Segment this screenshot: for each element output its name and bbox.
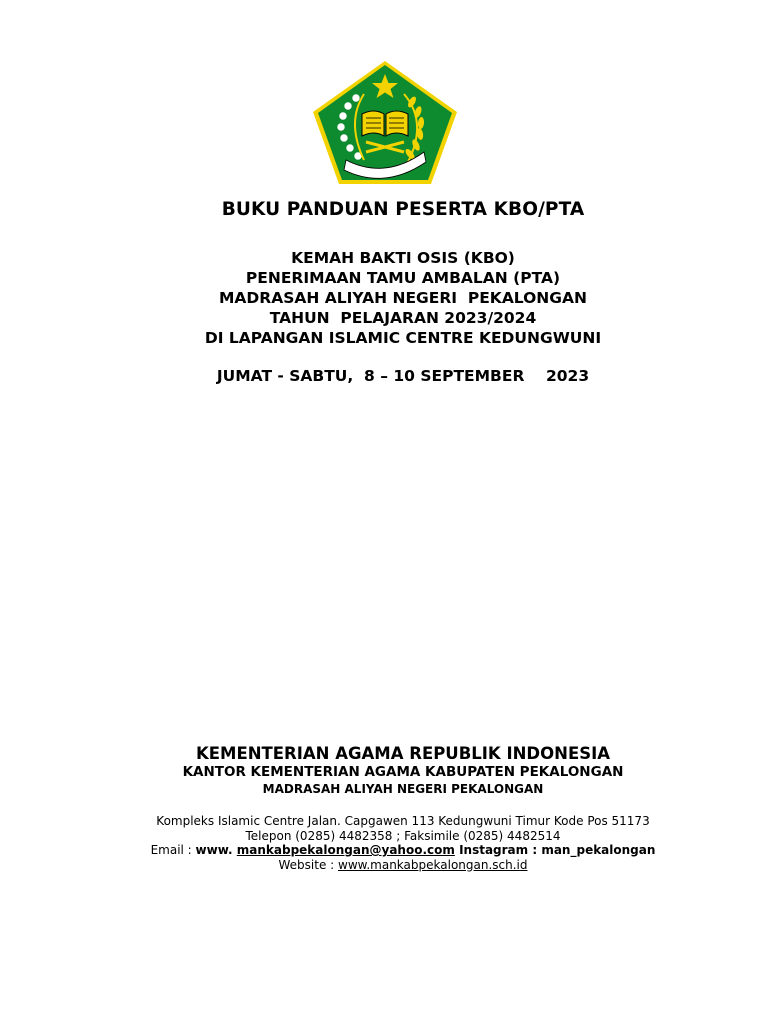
event-line-pta: PENERIMAAN TAMU AMBALAN (PTA) — [245, 269, 561, 287]
event-line-location: DI LAPANGAN ISLAMIC CENTRE KEDUNGWUNI — [204, 329, 602, 347]
event-line-school: MADRASAH ALIYAH NEGERI PEKALONGAN — [219, 289, 587, 307]
event-line-kbo: KEMAH BAKTI OSIS (KBO) — [291, 249, 515, 267]
phone-fax: Telepon (0285) 4482358 ; Faksimile (0285) 4482514 — [245, 828, 561, 843]
instagram-handle[interactable]: man_pekalongan — [541, 843, 656, 857]
office-name: KANTOR KEMENTERIAN AGAMA KABUPATEN PEKALONGAN — [182, 764, 624, 780]
website-link[interactable]: www.mankabpekalongan.sch.id — [338, 857, 528, 872]
address: Kompleks Islamic Centre Jalan. Capgawen 113 Kedungwuni Timur Kode Pos 51173 — [156, 814, 650, 828]
school-name: MADRASAH ALIYAH NEGERI PEKALONGAN — [262, 782, 544, 796]
contact-info — [0, 814, 768, 872]
email-instagram-line — [0, 843, 768, 858]
document-title: BUKU PANDUAN PESERTA KBO/PTA — [221, 199, 585, 220]
website-label: Website : — [278, 857, 338, 872]
event-line-year: TAHUN PELAJARAN 2023/2024 — [269, 309, 537, 327]
instagram-label: Instagram : — [454, 843, 542, 857]
ministry-name: KEMENTERIAN AGAMA REPUBLIK INDONESIA — [195, 744, 611, 763]
email-prefix: www. — [195, 843, 237, 857]
event-date: JUMAT - SABTU, 8 – 10 SEPTEMBER 2023 — [216, 367, 590, 385]
email-label: Email : — [150, 843, 196, 857]
kemenag-emblem-icon — [304, 52, 466, 192]
event-details — [0, 248, 768, 348]
website-line — [0, 858, 768, 873]
email-link[interactable]: mankabpekalongan@yahoo.com — [236, 843, 455, 857]
